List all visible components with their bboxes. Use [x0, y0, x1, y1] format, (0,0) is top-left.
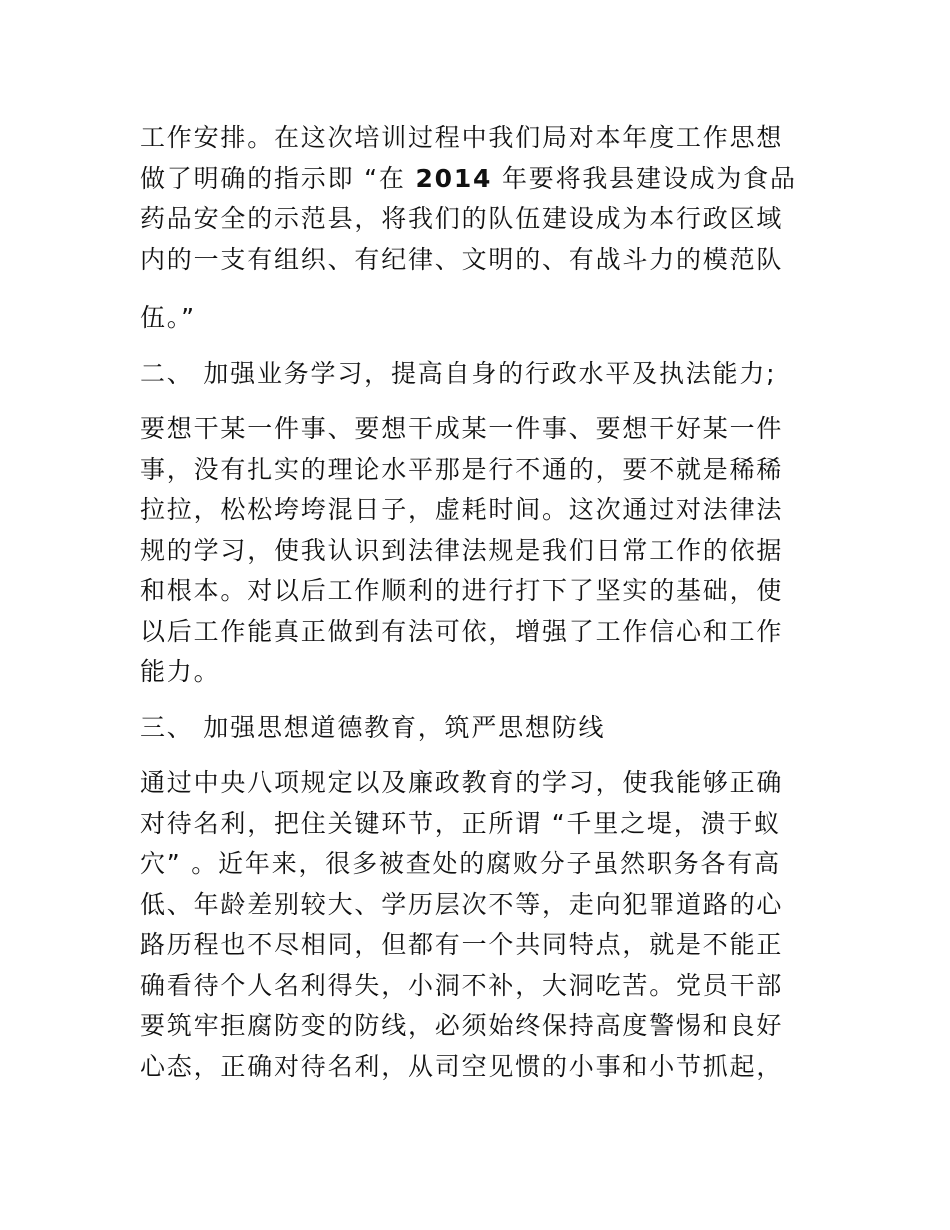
text-line: 对待名利，把住关键环节，正所谓 “千里之堤，溃于蚁	[140, 808, 781, 838]
text-line: 穴” 。近年来，很多被查处的腐败分子虽然职务各有高	[140, 849, 781, 878]
text-line: 要想干某一件事、要想干成某一件事、要想干好某一件	[140, 414, 784, 443]
text-line: 低、年龄差别较大、学历层次不等，走向犯罪道路的心	[140, 889, 784, 919]
text-line: 心态，正确对待名利，从司空见惯的小事和小节抓起，	[140, 1051, 784, 1081]
year-number: 2014	[415, 163, 493, 193]
text-line: 伍。”	[140, 303, 196, 332]
text-line: 能力。	[140, 657, 221, 686]
document-page	[140, 118, 800, 1087]
text-segment: 做了明确的指示即 “在	[140, 163, 416, 193]
paragraph-3	[140, 763, 800, 1087]
text-line: 和根本。对以后工作顺利的进行打下了坚实的基础，使	[140, 576, 784, 605]
text-segment: 年要将我县建设成为食品	[492, 163, 797, 193]
text-line: 拉拉，松松垮垮混日子，虚耗时间。这次通过对法律法	[140, 495, 784, 524]
text-line: 事，没有扎实的理论水平那是行不通的，要不就是稀稀	[140, 454, 784, 484]
text-line: 以后工作能真正做到有法可依，增强了工作信心和工作	[140, 616, 784, 646]
section-heading-3: 三、 加强思想道德教育，筑严思想防线	[140, 712, 606, 742]
text-line: 路历程也不尽相同，但都有一个共同特点，就是不能正	[140, 930, 784, 959]
text-line: 要筑牢拒腐防变的防线，必须始终保持高度警惕和良好	[140, 1011, 784, 1040]
text-line: 药品安全的示范县，将我们的队伍建设成为本行政区域	[140, 204, 784, 233]
paragraph-2	[140, 409, 800, 693]
text-line: 通过中央八项规定以及廉政教育的学习，使我能够正确	[140, 768, 784, 797]
text-line	[140, 159, 800, 200]
text-line: 确看待个人名利得失，小洞不补，大洞吃苦。党员干部	[140, 970, 784, 1000]
text-line: 内的一支有组织、有纪律、文明的、有战斗力的模范队	[140, 244, 784, 274]
section-heading-2: 二、 加强业务学习，提高自身的行政水平及执法能力;	[140, 358, 777, 388]
text-line: 规的学习，使我认识到法律法规是我们日常工作的依据	[140, 535, 784, 565]
paragraph-1	[140, 118, 800, 339]
text-line: 工作安排。在这次培训过程中我们局对本年度工作思想	[140, 123, 784, 152]
